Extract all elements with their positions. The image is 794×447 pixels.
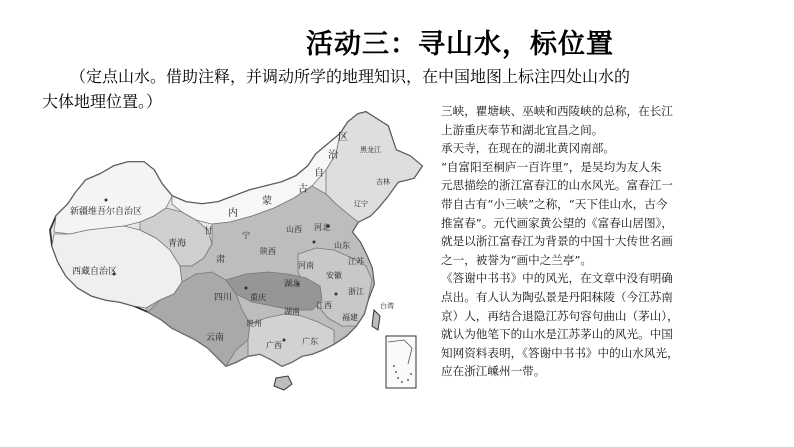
note-line: 推富春”。元代画家黄公望的《富春山居图》， [441, 215, 674, 230]
note-line: 上游重庆奉节和湖北宜昌之间。 [441, 122, 604, 137]
note-line: 承天寺，在现在的湖北黄冈南部。 [441, 141, 615, 156]
label-nmg-6: 区 [338, 132, 348, 143]
label-guizhou: 贵州 [246, 319, 262, 328]
instruction-line-1: （定点山水。借助注释，并调动所学的地理知识，在中国地图上标注四处山水的 [70, 67, 631, 86]
label-jiangxi: 江西 [316, 301, 332, 310]
label-sichuan: 四川 [214, 293, 233, 303]
note-line: 应在浙江嵊州一带。 [441, 364, 546, 379]
label-nmg-1: 内 [228, 208, 238, 219]
label-yunnan: 云南 [206, 333, 225, 343]
south-sea-inset [386, 336, 416, 388]
label-zhejiang: 浙江 [348, 287, 364, 296]
note-line: 元思描绘的浙江富春江的山水风光。富春江一 [441, 178, 673, 193]
label-guangxi: 广西 [266, 341, 282, 350]
instruction-line-2: 大体地理位置。） [42, 92, 163, 111]
label-hebei: 河北 [314, 223, 330, 232]
hainan-island [274, 376, 292, 390]
label-gansu-2: 肃 [216, 255, 226, 265]
label-nmg-3: 古 [298, 184, 308, 195]
label-ningxia: 宁 [242, 231, 250, 240]
label-nmg-2: 蒙 [262, 196, 272, 207]
note-line: 就认为他笔下的山水是江苏茅山的风光。中国 [441, 327, 673, 342]
label-taiwan: 台湾 [380, 302, 394, 310]
label-nmg-4: 自 [314, 168, 324, 179]
label-anhui: 安徽 [326, 271, 342, 280]
note-line: 带自古有“小三峡”之称，“天下佳山水，古今 [441, 196, 668, 211]
page-title: 活动三：寻山水，标位置 [306, 29, 614, 60]
label-guangdong: 广东 [302, 337, 318, 346]
label-shandong: 山东 [334, 241, 350, 250]
label-xizang: 西藏自治区 [72, 267, 118, 277]
label-hunan: 湖南 [284, 307, 300, 316]
china-map [36, 104, 426, 404]
label-liaoning: 辽宁 [354, 200, 368, 208]
label-jilin: 吉林 [376, 178, 390, 186]
note-line: 京）人，再结合退隐江苏句容句曲山（茅山）， [441, 308, 679, 323]
label-fujian: 福建 [342, 313, 358, 322]
taiwan-island [372, 310, 380, 330]
label-hubei: 湖北 [284, 279, 300, 288]
note-line: “自富阳至桐庐一百许里”，是吴均为友人朱 [441, 159, 662, 174]
note-line: 《答谢中书书》中的风光，在文章中没有明确 [441, 271, 673, 286]
note-line: 三峡，瞿塘峡、巫峡和西陵峡的总称，在长江 [441, 104, 673, 118]
label-henan: 河南 [298, 261, 314, 270]
label-jiangsu: 江苏 [348, 257, 364, 266]
label-shanxi: 山西 [286, 225, 302, 234]
label-gansu-1: 甘 [204, 227, 214, 237]
note-line: 就是以浙江富春江为背景的中国十大传世名画 [441, 234, 673, 249]
label-qinghai: 青海 [168, 239, 187, 249]
label-xinjiang: 新疆维吾尔自治区 [70, 207, 143, 217]
note-line: 点出。有人认为陶弘景是丹阳秣陵（今江苏南 [441, 289, 673, 304]
note-line: 之一，被誉为“画中之兰亭”。 [441, 252, 592, 267]
note-line: 知网资料表明，《答谢中书书》中的山水风光， [441, 345, 679, 360]
annotation-notes [441, 102, 791, 381]
label-nmg-5: 治 [328, 150, 338, 161]
label-heilongjiang: 黑龙江 [360, 146, 381, 154]
label-shaanxi: 陕西 [260, 247, 276, 256]
region-northeast [326, 112, 422, 222]
label-chongqing: 重庆 [250, 293, 266, 302]
